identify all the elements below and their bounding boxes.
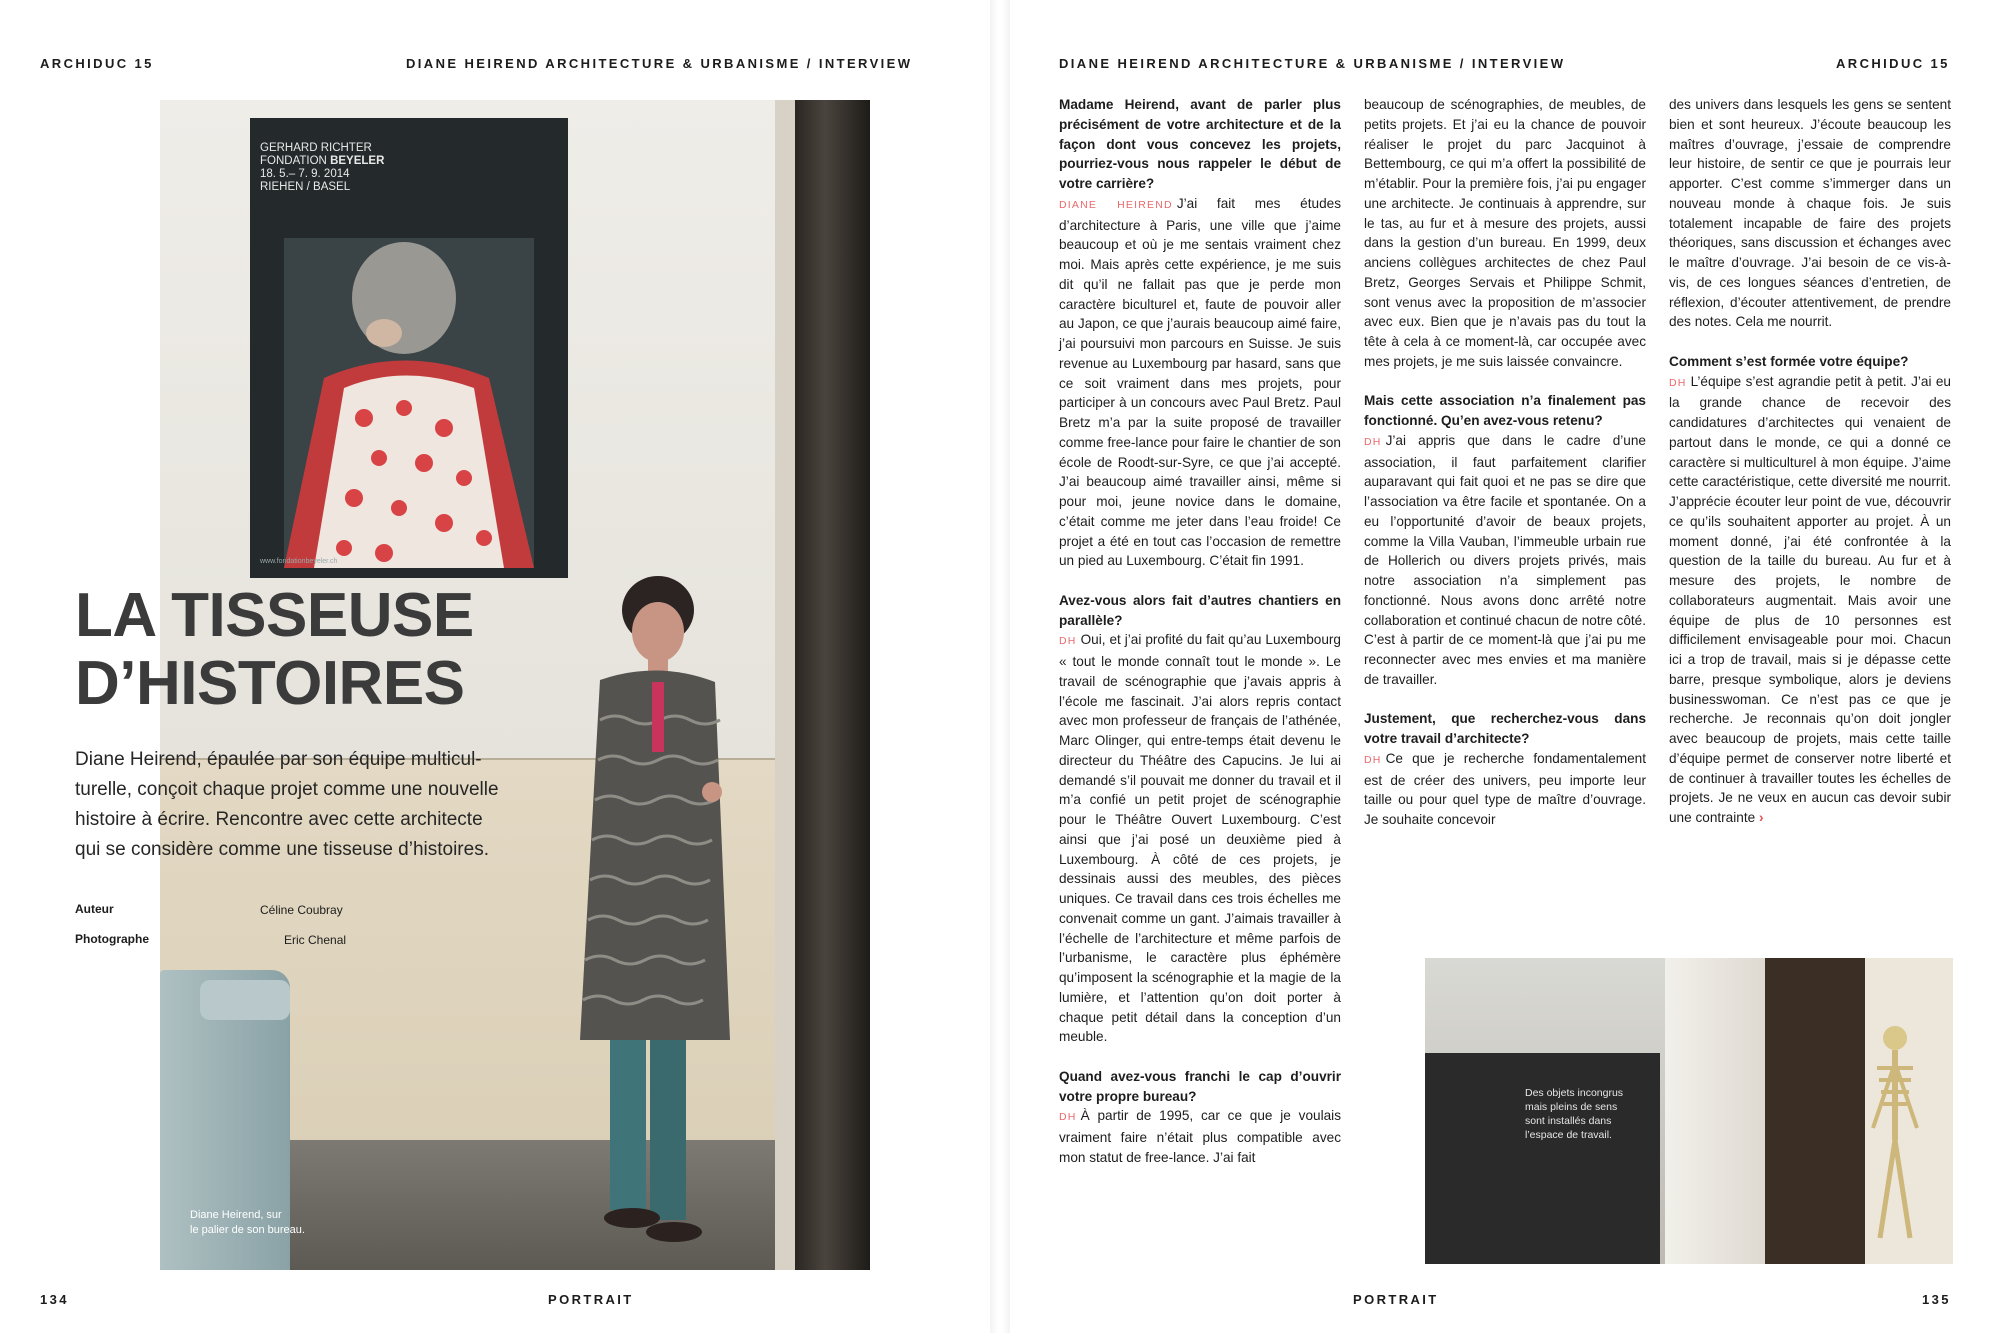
lede-line: qui se considère comme une tisseuse d’histoires. <box>75 839 489 860</box>
interview-answer: DH Ce que je recherche fondamentalement est de créer des univers, peu importe leur taille ou pour quel type de maître d’ouvrage. Je souhaite concevoir <box>1364 750 1646 827</box>
office-photo-dark-area <box>1425 1053 1660 1264</box>
section-label-right: PORTRAIT <box>1353 1292 1439 1307</box>
interview-question: Mais cette association n’a finalement pas fonctionné. Qu’en avez-vous retenu? <box>1364 393 1646 428</box>
speaker-tag: DH <box>1669 376 1687 389</box>
skeleton-model-illustration <box>1865 1018 1935 1248</box>
portrait-caption <box>190 1208 305 1238</box>
credit-author-label: Auteur <box>75 902 114 916</box>
portrait-caption-line: Diane Heirend, sur <box>190 1209 282 1221</box>
speaker-tag: DH <box>1059 635 1077 648</box>
poster-dates: 18. 5.– 7. 9. 2014 <box>260 168 350 180</box>
poster-figure-illustration <box>284 238 534 568</box>
office-caption-line: l’espace de travail. <box>1525 1129 1612 1141</box>
text-column-1 <box>1059 95 1341 1187</box>
running-head-magazine: ARCHIDUC 15 <box>1836 56 1950 71</box>
office-photo-door <box>1665 958 1765 1264</box>
article-title <box>75 582 474 718</box>
section-label-left: PORTRAIT <box>548 1292 634 1307</box>
office-photo-caption <box>1525 1086 1665 1142</box>
interview-answer: DH L’équipe s’est agrandie petit à petit. J’ai eu la grande chance de recevoir des candidatures d’architectes qui venaient de partout dans le monde, ce qui a donné ce caractère si multiculturel à mon équipe. J’aime cette caractéristique, cette diversité me nourrit. J’apprécie écouter leur point de vue, découvrir ce qu’ils souhaitent apporter au projet. À un moment donné, j’ai été confrontée à la question de la taille du bureau. Au fur et à mesure des projets, le nombre de collaborateurs augmentait. Mais avoir une équipe de plus de 10 personnes est difficilement envisageable pour moi. Chacun ici a trop de travail, mais si je dépasse cette barre, presque symbolique, alors je deviens businesswoman. Ce n’est pas ce que je recherche. Je reconnais qu’on doit jongler avec beaucoup de projets, mais cette taille d’équipe permet de conserver notre liberté et de continuer à travailler toutes les échelles de projets. Je ne veux en aucun cas devoir subir une contrainte › <box>1669 373 1951 825</box>
armchair-arm <box>200 980 290 1020</box>
credit-author: Céline Coubray <box>260 903 343 917</box>
poster-artist: GERHARD RICHTER <box>260 142 372 154</box>
speaker-tag: DH <box>1059 1111 1077 1124</box>
poster-url: www.fondationbeyeler.ch <box>260 558 338 565</box>
interview-answer-continued: des univers dans lesquels les gens se sentent bien et sont heureux. J’écoute beaucoup les maîtres d’ouvrage, j’essaie de comprendre leur histoire, de sentir ce que je pourrais leur apporter. C’est comme s’immerger dans un nouveau monde à chaque fois. Je suis totalement incapable de faire des projets théoriques, sans discussion et échanges avec le maître d’ouvrage. J’ai besoin de ce vis-à-vis, de ces longues séances d’entretien, de réflexion, d’écouter attentivement, de prendre des notes. Cela me nourrit. <box>1669 97 1951 330</box>
office-photo <box>1425 958 1953 1264</box>
running-head-magazine: ARCHIDUC 15 <box>40 56 154 71</box>
interview-question: Quand avez-vous franchi le cap d’ouvrir votre propre bureau? <box>1059 1068 1341 1104</box>
interview-answer: DH Oui, et j’ai profité du fait qu’au Luxembourg « tout le monde connaît tout le monde ». Le travail de scénographie que j’avais appris à l’école me fascinait. J’ai alors repris contact avec mon professeur de français de l’athénée, Marc Olinger, qui entre-temps était devenu le directeur du Théâtre des Capucins. Je lui ai demandé s’il pouvait me donner du travail et il m’a confié un petit projet de scénographie pour le Théâtre Ouvert Luxembourg. C’est ainsi que j’ai posé un deuxième pied à Luxembourg. À côté de ces projets, je dessinais aussi des meubles, des pièces uniques. Ce travail dans ces trois échelles me convenait comme un gant. J’aimais travailler à l’échelle de l’architecture et même parfois de l’urbanisme, le caractère plus éphémère qu’imposent la scénographie et la magie de la lumière, et l’attention qu’on doit porter à chaque petit détail dans la conception d’un meuble. <box>1059 632 1341 1045</box>
lede-line: turelle, conçoit chaque projet comme une nouvelle <box>75 779 499 800</box>
interview-question: Comment s’est formée votre équipe? <box>1669 353 1909 369</box>
article-lede <box>75 745 545 865</box>
interview-answer: DH J’ai appris que dans le cadre d’une association, il faut parfaitement clarifier auparavant qui fait quoi et ne pas se dire que l’association va être facile et spontanée. On a eu l’opportunité d’avoir de beaux projets, comme la Villa Vauban, l’immeuble urbain rue de Hollerich ou divers projets privés, mais notre association n’a simplement pas fonctionné. Nous avons donc arrêté notre collaboration et continué chacun de notre côté. C’est à partir de ce moment-là que j’ai pu me reconnecter avec mes envies et ma manière de travailler. <box>1364 432 1646 687</box>
lede-line: histoire à écrire. Rencontre avec cette architecte <box>75 809 483 830</box>
running-head-section: DIANE HEIREND ARCHITECTURE & URBANISME / INTERVIEW <box>406 56 913 71</box>
portrait-caption-line: le palier de son bureau. <box>190 1224 305 1236</box>
text-column-3 <box>1669 95 1951 848</box>
page-number-right: 135 <box>1922 1292 1951 1307</box>
office-caption-line: Des objets incongrus <box>1525 1087 1624 1099</box>
speaker-tag: DH <box>1364 435 1382 448</box>
interview-answer-continued: beaucoup de scénographies, de meubles, de petits projets. Et j’ai eu la chance de pouvoir réaliser le projet du parc Jacquinot à Bettembourg, ce qui m’a offert la possibilité de m’établir. Pour la première fois, j’ai pu engager une architecte. Je continuais à apprendre, sur le tas, au fur et à mesure des projets, aussi dans la gestion d’un bureau. En 1999, deux anciens collègues architectes de chez Paul Bretz, Georges Servais et Philippe Schmit, sont venus avec la proposition de m’associer avec eux. Bien que je n’avais pas du tout la tête à cela à ce moment-là, car occupée avec mes projets, je me suis laissée convaincre. <box>1364 97 1646 369</box>
office-caption-line: mais pleins de sens <box>1525 1101 1618 1113</box>
architect-figure <box>540 570 760 1270</box>
office-caption-line: sont installés dans <box>1525 1115 1612 1127</box>
credit-photographer-label: Photographe <box>75 932 149 946</box>
interview-answer: DIANE HEIREND J’ai fait mes études d’architecture à Paris, une ville que j’aime beaucoup et où je me sentais vraiment chez moi. Mais après cette expérience, je me suis dit qu’il ne fallait pas que je perde mon caractère biculturel et, faute de pouvoir aller au Japon, ce que j’aurais beaucoup aimé faire, j’ai poursuivi mon parcours en Suisse. Je suis revenue au Luxembourg par hasard, sans que ce soit vraiment dans mes projets, pour participer à un concours avec Paul Bretz. Paul Bretz m’a par la suite proposé de travailler comme free-lance pour faire le chantier de son école de Roodt-sur-Syre, ce que j’ai accepté. J’ai beaucoup aimé travailler ainsi, même si pour moi, jeune novice dans le domaine, c’était comme me jeter dans l’eau froide! Ce projet a été en tout cas l’occasion de remettre un pied au Luxembourg. C’était fin 1991. <box>1059 195 1341 569</box>
text-column-2 <box>1364 95 1646 850</box>
lede-line: Diane Heirend, épaulée par son équipe multicul- <box>75 749 482 770</box>
exhibition-poster <box>250 118 568 578</box>
poster-venue: FONDATION BEYELER <box>260 155 385 167</box>
credit-photographer: Eric Chenal <box>284 933 347 947</box>
interview-question: Avez-vous alors fait d’autres chantiers en parallèle? <box>1059 592 1341 628</box>
spread-gutter <box>990 0 1010 1333</box>
interview-answer: DH À partir de 1995, car ce que je voulais vraiment faire n’était plus compatible avec mon statut de free-lance. J’ai fait <box>1059 1108 1341 1165</box>
photo-door-light <box>775 100 797 1270</box>
interview-question: Justement, que recherchez-vous dans votre travail d’architecte? <box>1364 711 1646 746</box>
page-number-left: 134 <box>40 1292 69 1307</box>
continued-arrow-icon: › <box>1758 810 1764 825</box>
office-photo-bookshelf <box>1765 958 1865 1264</box>
article-title-line2: D’HISTOIRES <box>75 649 465 718</box>
poster-location: RIEHEN / BASEL <box>260 181 351 193</box>
speaker-tag: DH <box>1364 753 1382 766</box>
interview-question: Madame Heirend, avant de parler plus précisément de votre architecture et de la façon dont vous concevez les projets, pourriez-vous nous rappeler le début de votre carrière? <box>1059 97 1341 191</box>
article-title-line1: LA TISSEUSE <box>75 581 474 650</box>
poster-text <box>260 142 384 194</box>
speaker-tag: DIANE HEIREND <box>1059 198 1173 211</box>
photo-door-frame <box>795 100 870 1270</box>
running-head-section: DIANE HEIREND ARCHITECTURE & URBANISME / INTERVIEW <box>1059 56 1566 71</box>
